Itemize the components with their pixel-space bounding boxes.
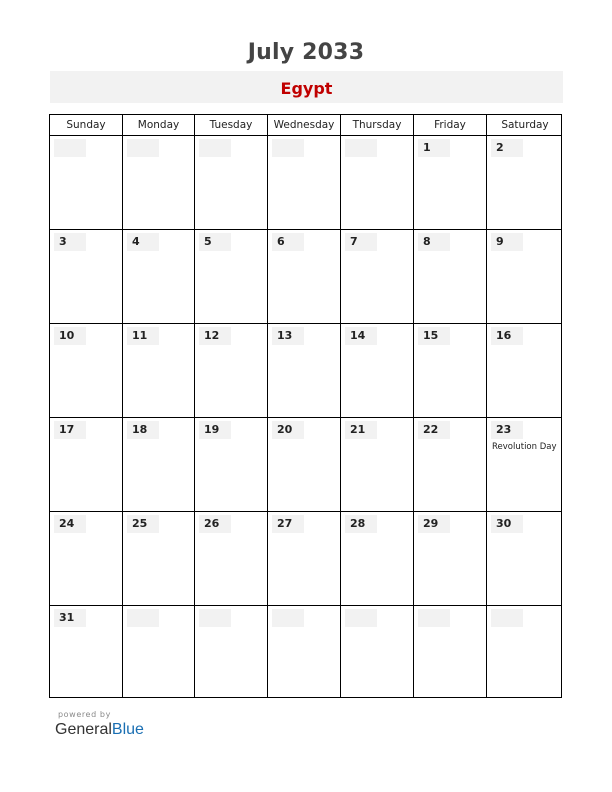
day-cell[interactable] xyxy=(195,418,268,511)
day-cell[interactable] xyxy=(195,324,268,417)
weekday-header: Sunday xyxy=(50,115,123,135)
day-number: 9 xyxy=(496,235,504,248)
day-number: 12 xyxy=(204,329,220,342)
day-cell[interactable] xyxy=(123,606,195,697)
day-cell[interactable] xyxy=(487,512,563,605)
day-number: 22 xyxy=(423,423,439,436)
day-number: 11 xyxy=(132,329,148,342)
day-cell[interactable] xyxy=(414,324,487,417)
day-cell[interactable] xyxy=(341,230,414,323)
day-number-box xyxy=(345,139,377,157)
day-cell[interactable] xyxy=(268,512,341,605)
day-number: 31 xyxy=(59,611,75,624)
day-number: 16 xyxy=(496,329,512,342)
day-cell[interactable] xyxy=(487,136,563,229)
day-cell[interactable] xyxy=(50,418,123,511)
day-cell[interactable] xyxy=(195,512,268,605)
day-cell[interactable] xyxy=(123,324,195,417)
country-name: Egypt xyxy=(280,79,333,98)
day-cell[interactable] xyxy=(50,512,123,605)
day-number: 6 xyxy=(277,235,285,248)
weekday-header: Monday xyxy=(123,115,195,135)
day-cell[interactable] xyxy=(341,418,414,511)
day-number-box xyxy=(272,609,304,627)
day-cell[interactable] xyxy=(195,606,268,697)
weekday-header: Saturday xyxy=(501,119,549,131)
day-number-box xyxy=(127,139,159,157)
day-number-box xyxy=(199,139,231,157)
day-number: 21 xyxy=(350,423,366,436)
day-cell[interactable] xyxy=(341,324,414,417)
day-cell[interactable] xyxy=(487,606,563,697)
day-number-box xyxy=(345,609,377,627)
calendar-week-row xyxy=(50,324,561,418)
day-number-box xyxy=(272,139,304,157)
day-cell[interactable] xyxy=(50,324,123,417)
day-number: 4 xyxy=(132,235,140,248)
page-title: July 2033 xyxy=(247,40,365,65)
day-number: 29 xyxy=(423,517,439,530)
day-cell[interactable] xyxy=(50,230,123,323)
day-number-box xyxy=(491,609,523,627)
day-cell[interactable] xyxy=(123,418,195,511)
day-number: 23 xyxy=(496,423,512,436)
day-number: 7 xyxy=(350,235,358,248)
day-cell[interactable] xyxy=(414,136,487,229)
day-number: 10 xyxy=(59,329,75,342)
day-cell[interactable] xyxy=(123,136,195,229)
day-cell[interactable] xyxy=(414,230,487,323)
calendar-week-row xyxy=(50,512,561,606)
brand-blue: Blue xyxy=(111,721,144,738)
day-number: 19 xyxy=(204,423,220,436)
day-cell[interactable] xyxy=(341,512,414,605)
day-cell[interactable] xyxy=(123,512,195,605)
day-cell[interactable] xyxy=(414,606,487,697)
day-number: 5 xyxy=(204,235,212,248)
day-cell[interactable] xyxy=(268,324,341,417)
weekday-header: Friday xyxy=(414,115,487,135)
day-number: 15 xyxy=(423,329,439,342)
day-cell[interactable] xyxy=(414,418,487,511)
holiday-label: Revolution Day xyxy=(492,442,557,452)
day-cell[interactable] xyxy=(50,606,123,697)
calendar-week-row xyxy=(50,136,561,230)
day-cell[interactable] xyxy=(268,136,341,229)
day-cell[interactable] xyxy=(487,418,563,511)
calendar-grid xyxy=(49,114,562,698)
day-cell[interactable] xyxy=(341,606,414,697)
calendar-week-row xyxy=(50,418,561,512)
brand-general: General xyxy=(55,721,112,738)
day-number: 17 xyxy=(59,423,75,436)
day-cell[interactable] xyxy=(195,136,268,229)
day-cell[interactable] xyxy=(487,324,563,417)
day-number-box xyxy=(54,139,86,157)
day-cell[interactable] xyxy=(268,418,341,511)
day-cell[interactable] xyxy=(341,136,414,229)
calendar-week-row xyxy=(50,606,561,697)
day-cell[interactable] xyxy=(195,230,268,323)
day-number: 8 xyxy=(423,235,431,248)
day-cell[interactable] xyxy=(268,606,341,697)
weekday-header: Thursday xyxy=(341,115,414,135)
day-number: 2 xyxy=(496,141,504,154)
day-number: 26 xyxy=(204,517,220,530)
day-cell[interactable] xyxy=(123,230,195,323)
day-number-box xyxy=(127,609,159,627)
day-number: 30 xyxy=(496,517,512,530)
day-number-box xyxy=(199,609,231,627)
day-number: 3 xyxy=(59,235,67,248)
day-number: 13 xyxy=(277,329,293,342)
generalblue-logo[interactable] xyxy=(55,721,144,739)
day-number: 14 xyxy=(350,329,366,342)
day-cell[interactable] xyxy=(414,512,487,605)
calendar-week-row xyxy=(50,230,561,324)
country-banner xyxy=(50,71,563,103)
day-number: 1 xyxy=(423,141,431,154)
day-number: 18 xyxy=(132,423,148,436)
day-number: 20 xyxy=(277,423,293,436)
weekday-header: Tuesday xyxy=(195,115,268,135)
day-number: 24 xyxy=(59,517,75,530)
day-cell[interactable] xyxy=(268,230,341,323)
day-number: 25 xyxy=(132,517,148,530)
day-number: 27 xyxy=(277,517,293,530)
weekday-header-row xyxy=(50,115,561,136)
weekday-header: Wednesday xyxy=(268,115,341,135)
day-number: 28 xyxy=(350,517,366,530)
powered-by-label: powered by xyxy=(58,710,111,719)
day-cell[interactable] xyxy=(487,230,563,323)
day-cell[interactable] xyxy=(50,136,123,229)
day-number-box xyxy=(418,609,450,627)
